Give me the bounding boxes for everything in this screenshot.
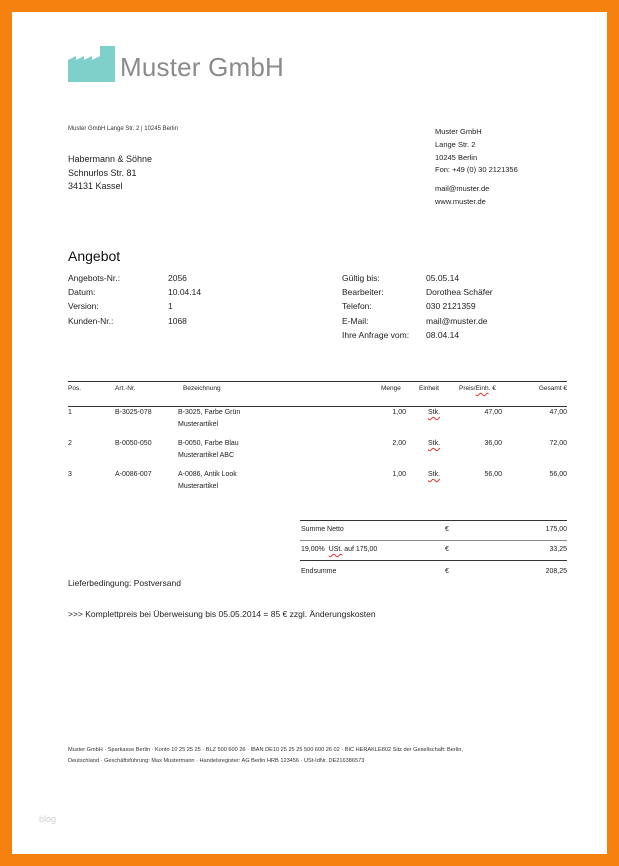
col-header-pos: Pos. — [68, 385, 82, 392]
vat-label: 19,00% USt. auf 175,00 — [301, 546, 378, 553]
offer-number: 2056 — [168, 273, 187, 283]
row-unit: Stk. — [428, 440, 441, 447]
offer-version: 1 — [168, 301, 173, 312]
row-description: B-0050, Farbe Blau — [178, 440, 239, 447]
handler-email: mail@muster.de — [426, 315, 488, 326]
summary-end-rule — [300, 560, 567, 561]
row-total: 56,00 — [549, 471, 567, 478]
contact-city: 10245 Berlin — [435, 152, 478, 162]
recipient-address — [68, 153, 152, 194]
row-unit-price: 56,00 — [484, 471, 502, 478]
meta-right-labels — [342, 271, 409, 342]
contact-street: Lange Str. 2 — [435, 139, 476, 149]
row-description: A-0086, Antik Look — [178, 471, 237, 478]
row-art-nr: B-0050-050 — [115, 440, 152, 447]
summary-mid-rule — [300, 540, 567, 541]
meta-left-labels — [68, 271, 120, 328]
grand-total-currency: € — [445, 568, 449, 575]
valid-until: 05.05.14 — [426, 273, 460, 283]
sender-address-line: Muster GmbH Lange Str. 2 | 10245 Berlin — [68, 126, 178, 132]
net-total-value: 175,00 — [545, 526, 567, 533]
meta-label: E-Mail: — [342, 315, 369, 326]
recipient-city: 34131 Kassel — [68, 181, 123, 191]
footer-line: Muster GmbH · Sparkasse Berlin · Konto 10 25 25 25 · BLZ 500 600 26 · IBAN DE10 25 25 25 500 600 26 02 · BIC HERAKLE802 Sitz der Gesellschaft: Berlin, — [68, 747, 463, 753]
recipient-street: Schnurlos Str. 81 — [68, 167, 137, 178]
contact-company: Muster GmbH — [435, 127, 482, 136]
meta-label: Angebots-Nr.: — [68, 273, 120, 283]
row-quantity: 1,00 — [392, 471, 406, 478]
meta-right-values — [426, 271, 493, 342]
document-page — [12, 12, 607, 854]
row-quantity: 2,00 — [392, 440, 406, 447]
vat-value: 33,25 — [549, 546, 567, 553]
summary-top-rule — [300, 520, 567, 521]
footer-bank-info — [68, 745, 463, 766]
handler-phone: 030 2121359 — [426, 301, 476, 312]
handler-name: Dorothea Schäfer — [426, 287, 493, 298]
row-unit-price: 36,00 — [484, 440, 502, 447]
net-total-label: Summe Netto — [301, 526, 344, 533]
table-top-rule — [68, 381, 567, 382]
grand-total-label: Endsumme — [301, 568, 337, 575]
col-header-preis: Preis/Einh. € — [459, 385, 496, 392]
row-description-sub: Musterartikel ABC — [178, 452, 235, 459]
delivery-terms: Lieferbedingung: Postversand — [68, 578, 181, 588]
footer-line: Deutschland · Geschäftsführung: Max Mustermann · Handelsregister: AG Berlin HRB 123456 · USt-IdNr. DE216386573 — [68, 757, 365, 764]
row-pos: 3 — [68, 471, 72, 478]
meta-label: Ihre Anfrage vom: — [342, 329, 410, 340]
row-description: B-3025, Farbe Grün — [178, 409, 241, 416]
row-pos: 2 — [68, 440, 72, 447]
meta-label: Version: — [68, 301, 99, 312]
meta-label: Kunden-Nr.: — [68, 315, 114, 326]
row-total: 47,00 — [549, 409, 567, 416]
document-title: Angebot — [68, 248, 121, 264]
company-name: Muster GmbH — [120, 52, 285, 82]
contact-phone: Fon: +49 (0) 30 2121356 — [435, 165, 518, 175]
inquiry-date: 08.04.14 — [426, 329, 460, 340]
meta-label: Telefon: — [342, 301, 372, 312]
contact-block — [435, 126, 518, 209]
meta-left-values — [168, 271, 201, 328]
row-quantity: 1,00 — [392, 409, 406, 416]
grand-total-value: 208,25 — [545, 568, 567, 575]
table-header-rule — [68, 406, 567, 407]
row-description-sub: Musterartikel — [178, 483, 219, 490]
row-unit: Stk. — [428, 409, 441, 416]
col-header-menge: Menge — [381, 385, 401, 392]
recipient-name: Habermann & Söhne — [68, 154, 153, 164]
meta-label: Gültig bis: — [342, 273, 380, 283]
row-description-sub: Musterartikel — [178, 421, 219, 428]
factory-icon — [68, 46, 115, 82]
row-unit: Stk. — [428, 471, 441, 478]
meta-label: Bearbeiter: — [342, 287, 384, 298]
vat-currency: € — [445, 546, 449, 553]
contact-email: mail@muster.de — [435, 184, 490, 194]
watermark-text: blog — [39, 814, 57, 824]
row-total: 72,00 — [549, 440, 567, 447]
col-header-art: Art.-Nr. — [115, 385, 136, 392]
payment-note: >>> Komplettpreis bei Überweisung bis 05.05.2014 = 85 € zzgl. Änderungskosten — [68, 609, 376, 619]
offer-date: 10.04.14 — [168, 287, 202, 298]
row-art-nr: A-0086-007 — [115, 471, 152, 478]
col-header-gesamt: Gesamt € — [538, 385, 567, 392]
row-art-nr: B-3025-078 — [115, 409, 152, 416]
net-total-currency: € — [445, 526, 449, 533]
row-unit-price: 47,00 — [484, 409, 502, 416]
meta-label: Datum: — [68, 287, 96, 298]
customer-number: 1068 — [168, 315, 187, 326]
contact-web: www.muster.de — [435, 196, 486, 206]
col-header-bezeichnung: Bezeichnung — [183, 385, 221, 392]
col-header-einheit: Einheit — [419, 385, 439, 392]
row-pos: 1 — [68, 409, 72, 416]
